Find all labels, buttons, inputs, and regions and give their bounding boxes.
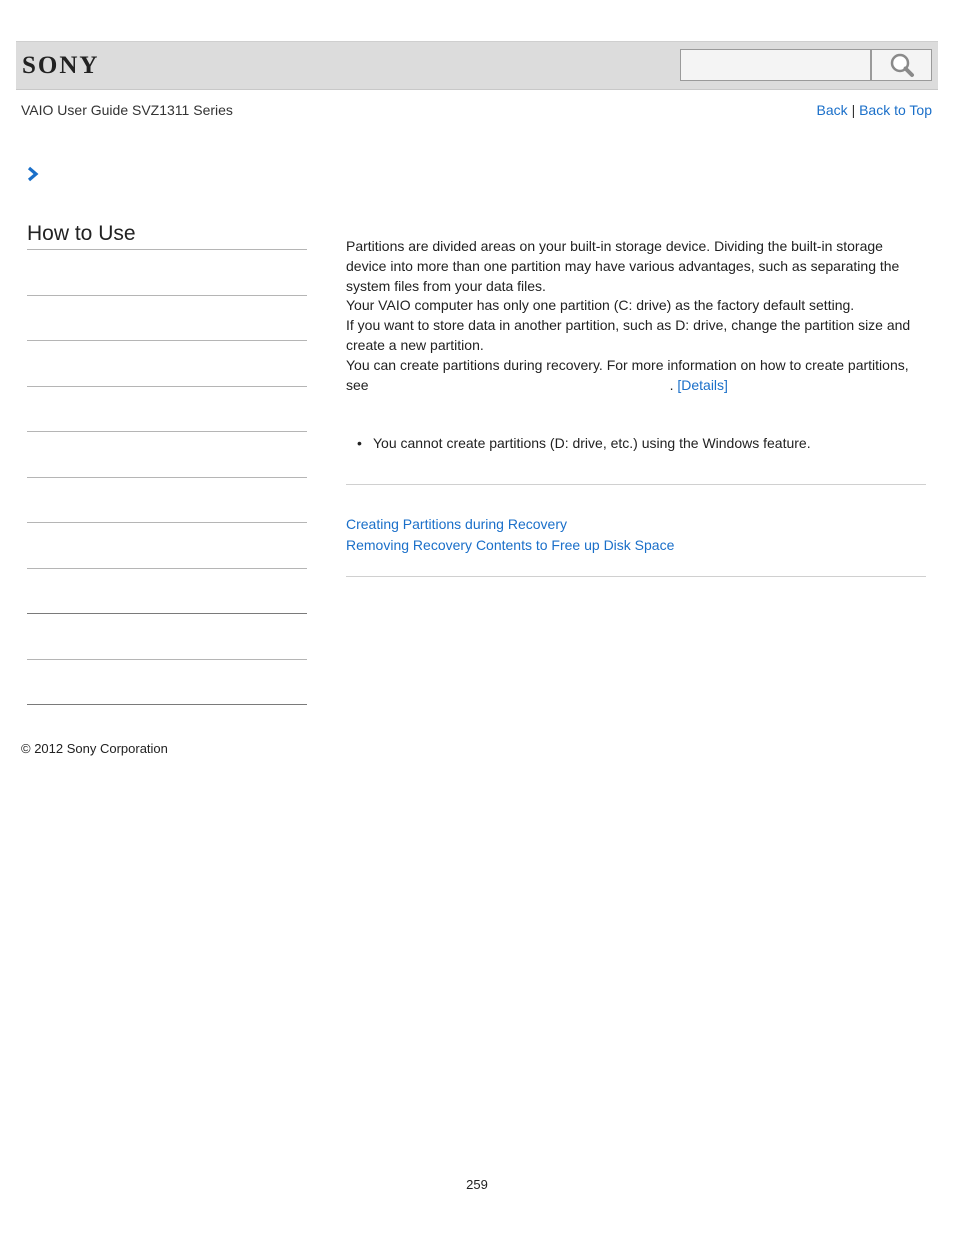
guide-title: VAIO User Guide SVZ1311 Series (21, 102, 233, 118)
sidebar-divider (27, 340, 307, 341)
back-link[interactable]: Back (816, 102, 848, 118)
see-prefix: see (346, 376, 369, 393)
sidebar-divider (27, 704, 307, 705)
related-link-removing-recovery[interactable]: Removing Recovery Contents to Free up Disk Space (346, 537, 675, 553)
details-link[interactable]: [Details] (677, 376, 728, 393)
section-divider (346, 484, 926, 485)
search-button[interactable] (871, 49, 932, 81)
section-divider (346, 576, 926, 577)
link-separator: | (851, 102, 856, 118)
sidebar-divider (27, 613, 307, 614)
sidebar-divider (27, 568, 307, 569)
main-content (346, 237, 924, 395)
see-suffix: . (669, 376, 674, 393)
page-number: 259 (466, 1177, 488, 1192)
back-to-top-link[interactable]: Back to Top (859, 102, 932, 118)
search-input[interactable] (680, 49, 871, 81)
sony-logo: SONY (22, 52, 100, 79)
top-links (817, 102, 932, 118)
see-line (346, 376, 924, 396)
sidebar-divider (27, 386, 307, 387)
related-links (346, 514, 674, 556)
paragraph: Your VAIO computer has only one partition (C: drive) as the factory default setting. (346, 297, 855, 314)
paragraph: Partitions are divided areas on your built-in storage device. Dividing the built-in storage device into more than one partition may have various advantages, such as separating the system files from your data files. (346, 238, 900, 294)
chevron-right-icon[interactable] (26, 166, 40, 182)
note-item (357, 433, 917, 453)
paragraph: If you want to store data in another partition, such as D: drive, change the partition size and create a new partition. (346, 317, 911, 353)
header-bar (16, 41, 938, 90)
sidebar-divider (27, 477, 307, 478)
paragraph: You can create partitions during recovery. For more information on how to create partitions, (346, 356, 909, 373)
sidebar-divider (27, 522, 307, 523)
copyright: © 2012 Sony Corporation (21, 741, 168, 756)
sidebar-title: How to Use (27, 222, 136, 245)
related-link-creating-partitions[interactable]: Creating Partitions during Recovery (346, 516, 567, 532)
sidebar-divider (27, 295, 307, 296)
bullet-icon: • (357, 435, 362, 451)
sidebar-divider (27, 431, 307, 432)
magnifier-icon (889, 52, 915, 78)
note-text: You cannot create partitions (D: drive, etc.) using the Windows feature. (373, 435, 811, 451)
sidebar-divider (27, 249, 307, 250)
sidebar-divider (27, 659, 307, 660)
